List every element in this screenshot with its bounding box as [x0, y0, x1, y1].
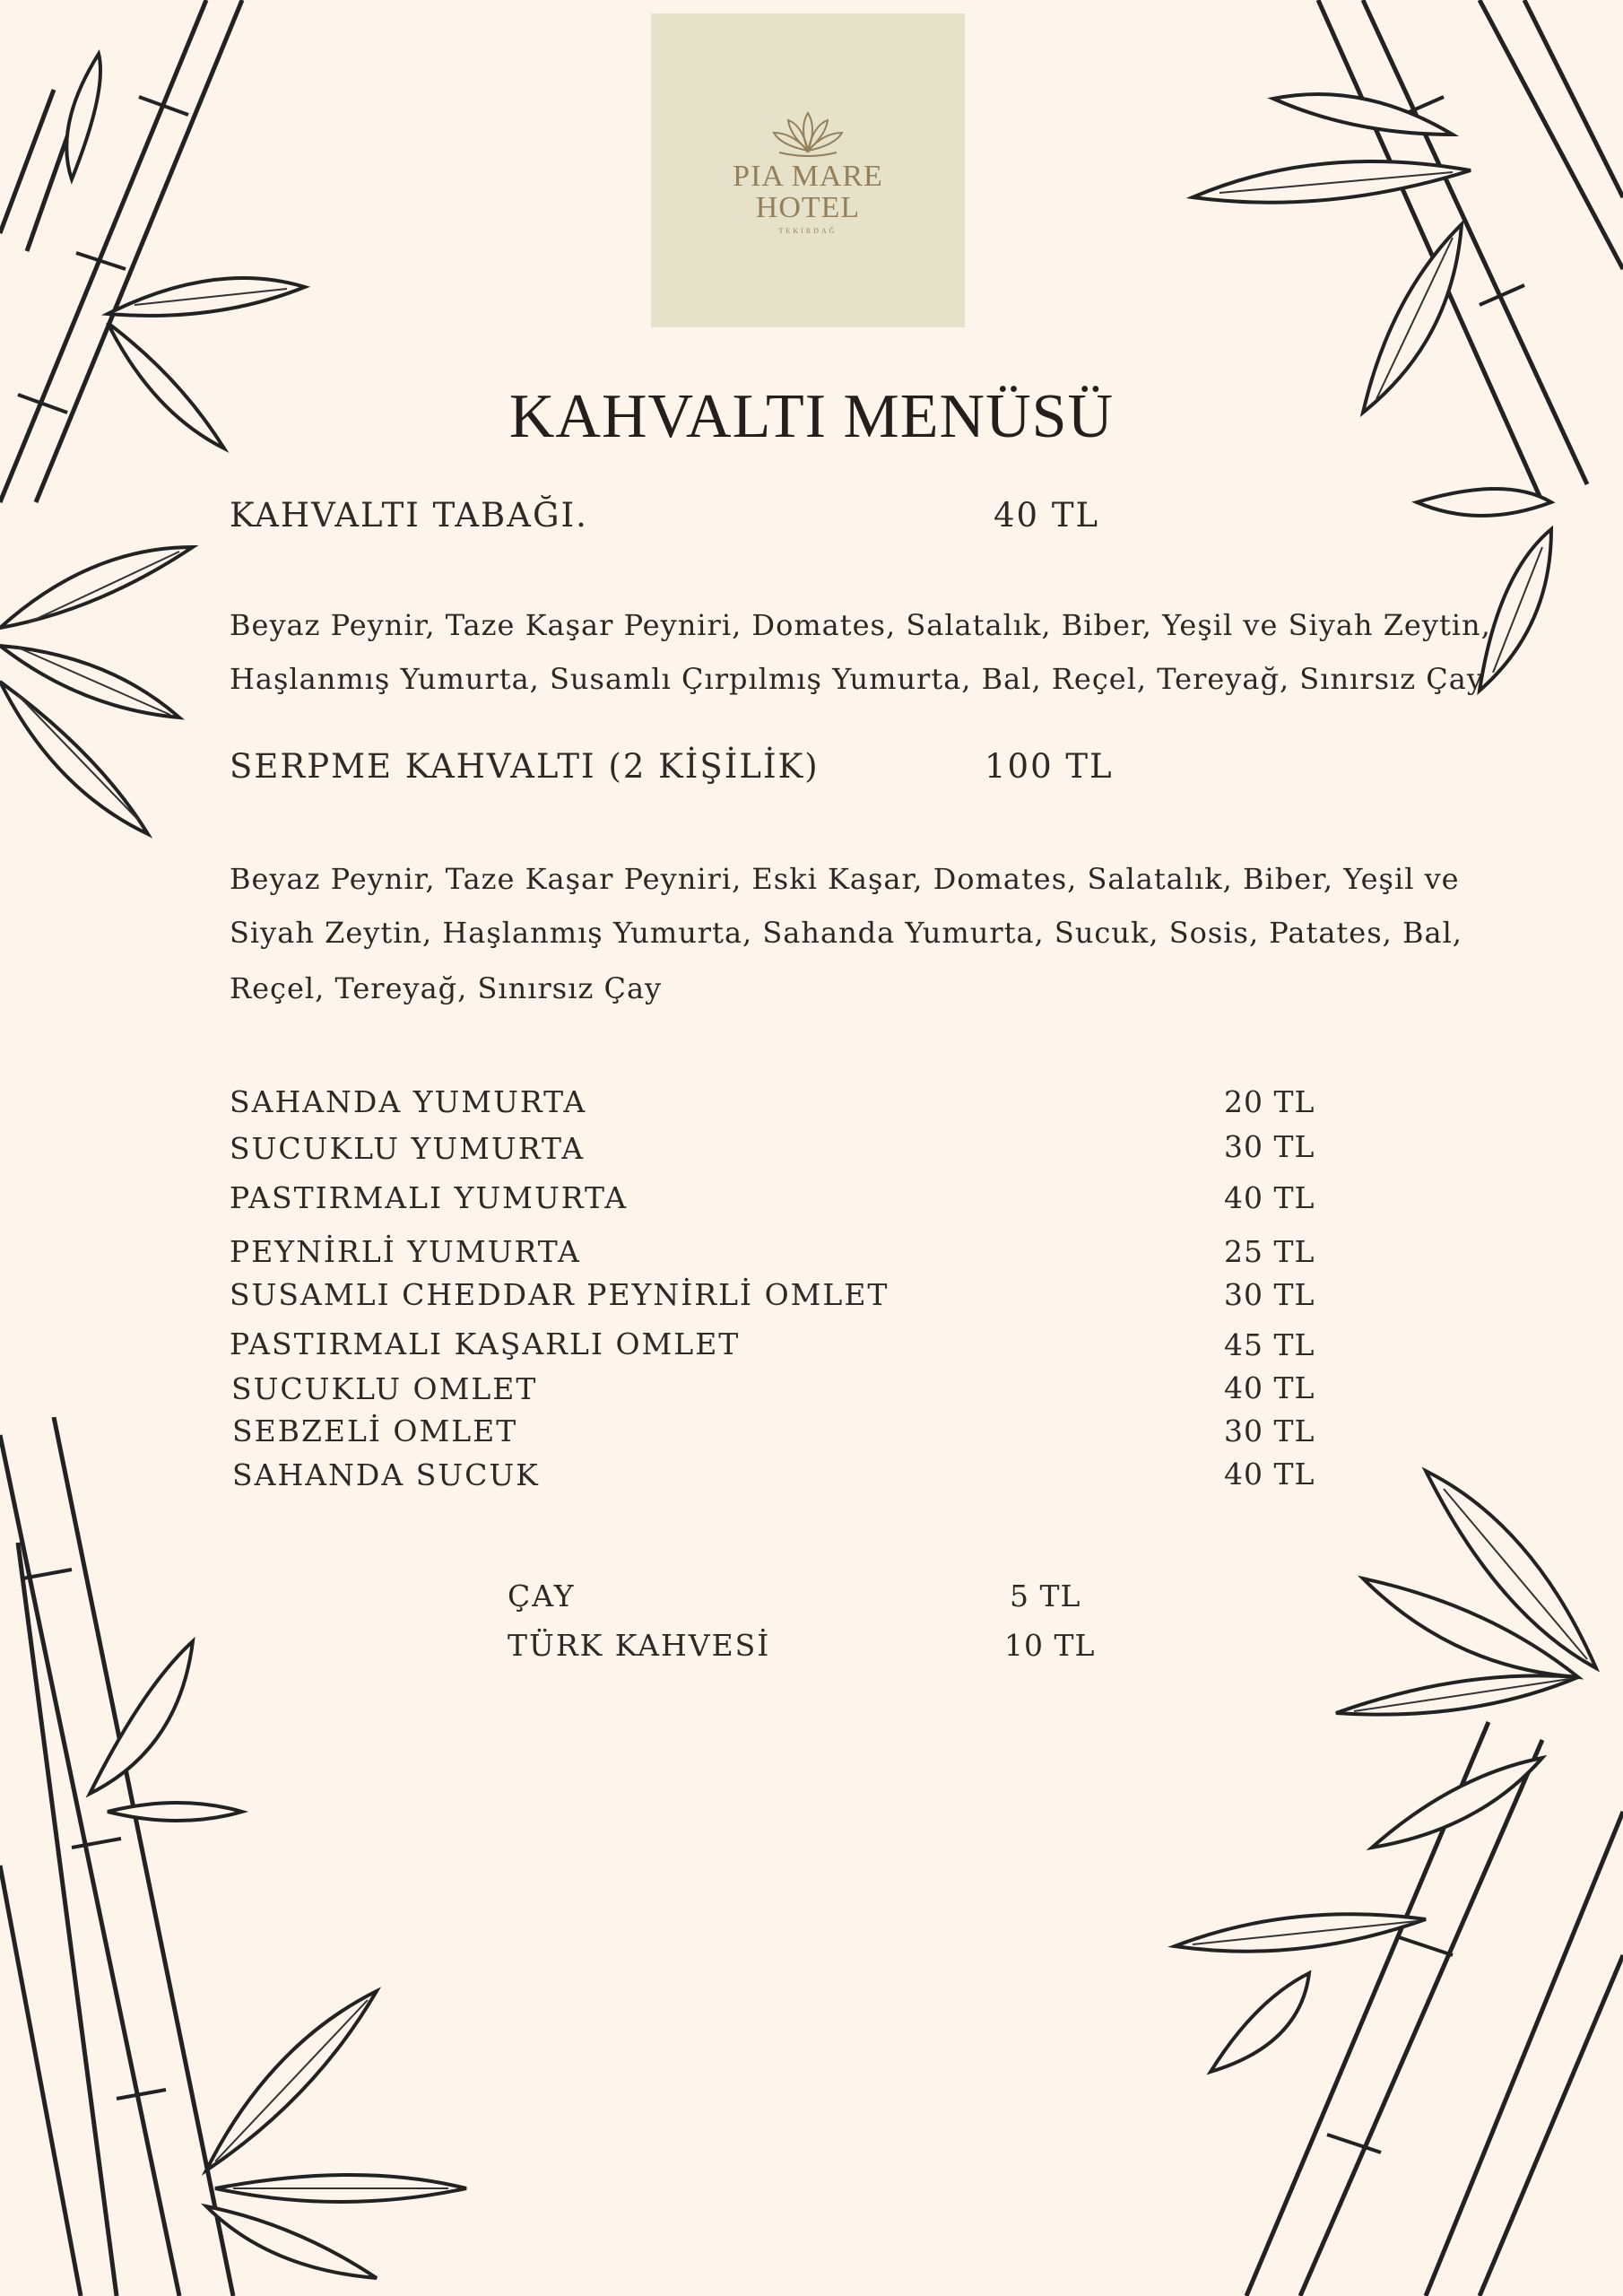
logo-location: TEKIRDAĞ: [778, 227, 838, 235]
menu-item-price: 30 TL: [1224, 1277, 1315, 1312]
section-price-kahvalti-tabagi: 40 TL: [994, 496, 1100, 535]
drink-item-name: ÇAY: [508, 1578, 576, 1613]
menu-item-price: 45 TL: [1224, 1327, 1315, 1362]
hotel-logo: [651, 13, 965, 327]
menu-item-name: SAHANDA SUCUK: [232, 1457, 540, 1492]
section-description-line: Beyaz Peynir, Taze Kaşar Peyniri, Eski Kaşar, Domates, Salatalık, Biber, Yeşil ve: [230, 862, 1460, 896]
bamboo-illustration-top-right: [1184, 0, 1623, 709]
menu-item-price: 40 TL: [1224, 1457, 1315, 1492]
menu-item-price: 40 TL: [1224, 1180, 1315, 1215]
menu-item-name: SEBZELİ OMLET: [232, 1413, 518, 1448]
menu-title: KAHVALTI MENÜSÜ: [508, 382, 1115, 451]
menu-item-name: SUCUKLU OMLET: [231, 1371, 538, 1406]
menu-item-price: 40 TL: [1224, 1370, 1315, 1405]
menu-item-name: SAHANDA YUMURTA: [230, 1084, 587, 1119]
section-description-line: Siyah Zeytin, Haşlanmış Yumurta, Sahanda Yumurta, Sucuk, Sosis, Patates, Bal,: [230, 916, 1462, 950]
drink-item-price: 10 TL: [1004, 1628, 1096, 1663]
section-price-serpme-kahvalti: 100 TL: [985, 747, 1114, 786]
lotus-icon: [770, 108, 846, 158]
drink-item-name: TÜRK KAHVESİ: [508, 1628, 771, 1663]
menu-item-name: PASTIRMALI YUMURTA: [230, 1180, 629, 1215]
section-heading-kahvalti-tabagi: KAHVALTI TABAĞI.: [230, 496, 588, 535]
menu-item-name: PASTIRMALI KAŞARLI OMLET: [230, 1326, 741, 1361]
drink-item-price: 5 TL: [1010, 1578, 1081, 1613]
bamboo-illustration-bottom-right: [1157, 1453, 1623, 2296]
menu-item-name: SUCUKLU YUMURTA: [230, 1131, 586, 1166]
logo-name-line2: HOTEL: [755, 191, 861, 224]
section-description-line: Haşlanmış Yumurta, Susamlı Çırpılmış Yumurta, Bal, Reçel, Tereyağ, Sınırsız Çay: [230, 662, 1484, 696]
menu-item-price: 30 TL: [1224, 1413, 1315, 1448]
logo-name-line1: PIA MARE: [733, 160, 883, 193]
section-description-line: Reçel, Tereyağ, Sınırsız Çay: [230, 971, 663, 1005]
section-heading-serpme-kahvalti: SERPME KAHVALTI (2 KİŞİLİK): [230, 747, 820, 786]
menu-item-price: 20 TL: [1224, 1084, 1315, 1119]
section-description-line: Beyaz Peynir, Taze Kaşar Peyniri, Domates, Salatalık, Biber, Yeşil ve Siyah Zeytin,: [230, 608, 1491, 642]
menu-item-price: 30 TL: [1224, 1129, 1315, 1164]
bamboo-illustration-bottom-left: [0, 1417, 484, 2296]
menu-item-name: SUSAMLI CHEDDAR PEYNİRLİ OMLET: [230, 1277, 890, 1312]
menu-item-price: 25 TL: [1224, 1234, 1315, 1269]
menu-item-name: PEYNİRLİ YUMURTA: [230, 1234, 581, 1269]
